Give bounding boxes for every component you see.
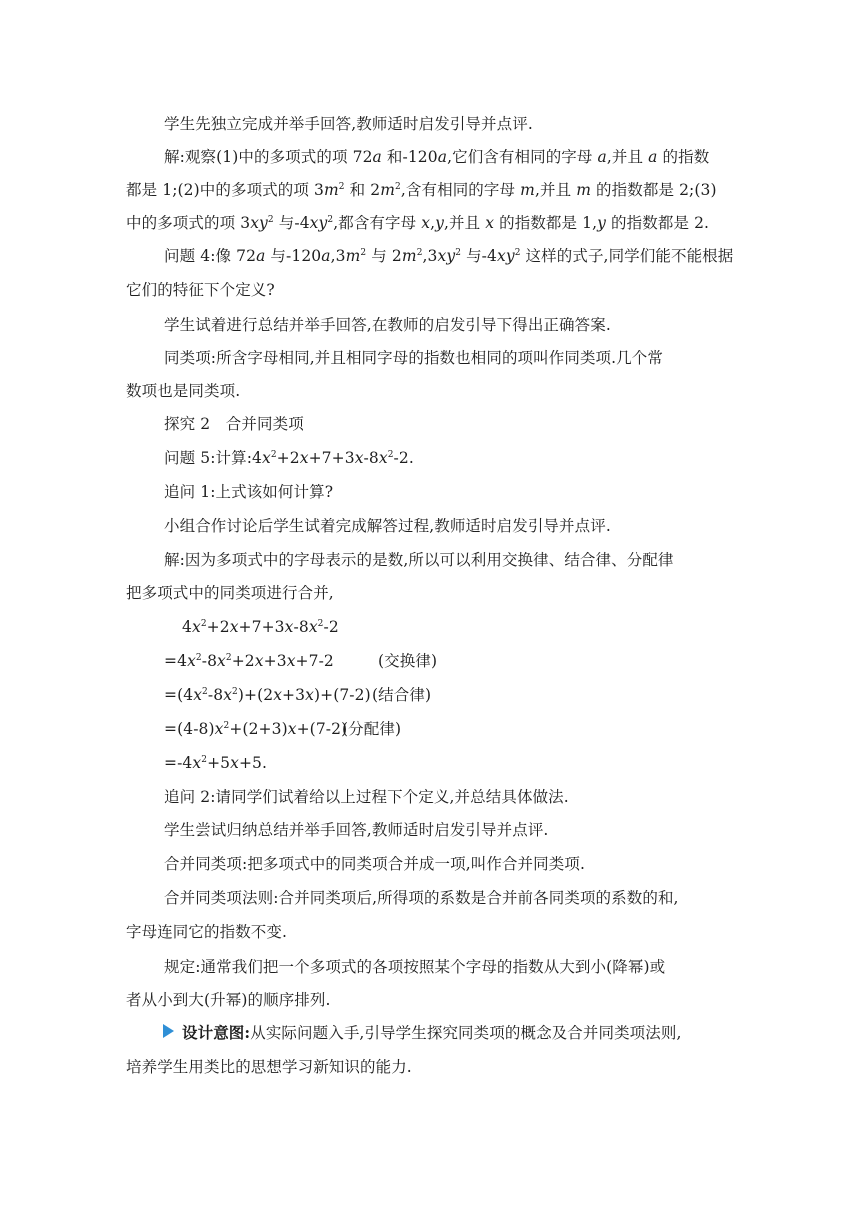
paragraph-line: 学生先独立完成并举手回答,教师适时启发引导并点评. — [164, 115, 533, 133]
paragraph-line: 把多项式中的同类项进行合并, — [126, 584, 334, 602]
math-line: $=4x^2-8x^2+2x+3x+7-2$ (交换律) — [164, 652, 438, 670]
paragraph-line: 学生试着进行总结并举手回答,在教师的启发引导下得出正确答案. — [164, 316, 611, 334]
paragraph-line: 解:因为多项式中的字母表示的是数,所以可以利用交换律、结合律、分配律 — [164, 551, 674, 569]
paragraph-line: 解:观察(1)中的多项式的项 72a 和-120a,它们含有相同的字母 a,并且 a 的指数 — [164, 148, 710, 166]
law-note: (结合律) — [372, 686, 432, 704]
paragraph-line: 合并同类项:把多项式中的同类项合并成一项,叫作合并同类项. — [164, 855, 585, 873]
paragraph-line: 它们的特征下个定义? — [126, 281, 275, 299]
paragraph-line: 者从小到大(升幂)的顺序排列. — [126, 991, 331, 1009]
section-heading: 探究 2 合并同类项 — [164, 415, 304, 433]
paragraph-line: 都是 1;(2)中的多项式的项 $3m^2$ 和 $2m^2$,含有相同的字母 m,并且 m 的指数都是 2;(3) — [126, 181, 717, 199]
design-intent-label: 设计意图: — [182, 1023, 251, 1042]
design-intent-line: 设计意图:从实际问题入手,引导学生探究同类项的概念及合并同类项法则, — [182, 1023, 682, 1042]
paragraph-line: 追问 2:请同学们试着给以上过程下个定义,并总结具体做法. — [164, 788, 569, 806]
paragraph-line: 小组合作讨论后学生试着完成解答过程,教师适时启发引导并点评. — [164, 517, 611, 535]
paragraph-line: 数项也是同类项. — [126, 382, 241, 400]
paragraph-line: 学生尝试归纳总结并举手回答,教师适时启发引导并点评. — [164, 821, 549, 839]
paragraph-line: 问题 5:计算$:4x^2+2x+7+3x-8x^2-2$. — [164, 449, 414, 467]
law-note: (交换律) — [378, 652, 438, 670]
paragraph-line: 问题 4:像 72a 与$-120a,3m^2$ 与 $2m^2,3xy^2$ 与$-4xy^2$ 这样的式子,同学们能不能根据 — [164, 247, 734, 265]
design-intent-line: 培养学生用类比的思想学习新知识的能力. — [126, 1058, 412, 1076]
paragraph-line: 中的多项式的项 $3xy^2$ 与$-4xy^2$,都含有字母 x,y,并且 x 的指数都是 1,y 的指数都是 2. — [126, 214, 710, 232]
paragraph-line: 合并同类项法则:合并同类项后,所得项的系数是合并前各同类项的系数的和, — [164, 889, 679, 907]
law-note: (分配律) — [342, 720, 402, 738]
play-triangle-icon — [163, 1024, 174, 1038]
math-line: $=(4x^2-8x^2)+(2x+3x)+(7-2)$ (结合律) — [164, 686, 432, 704]
paragraph-line: 追问 1:上式该如何计算? — [164, 483, 334, 501]
paragraph-line: 同类项:所含字母相同,并且相同字母的指数也相同的项叫作同类项.几个常 — [164, 349, 663, 367]
math-line: $=(4-8)x^2+(2+3)x+(7-2)$ (分配律) — [164, 720, 402, 738]
math-line: $4x^2+2x+7+3x-8x^2-2$ — [182, 618, 339, 636]
math-line: $=-4x^2+5x+5$. — [164, 754, 268, 772]
paragraph-line: 字母连同它的指数不变. — [126, 923, 288, 941]
paragraph-line: 规定:通常我们把一个多项式的各项按照某个字母的指数从大到小(降幂)或 — [164, 958, 666, 976]
